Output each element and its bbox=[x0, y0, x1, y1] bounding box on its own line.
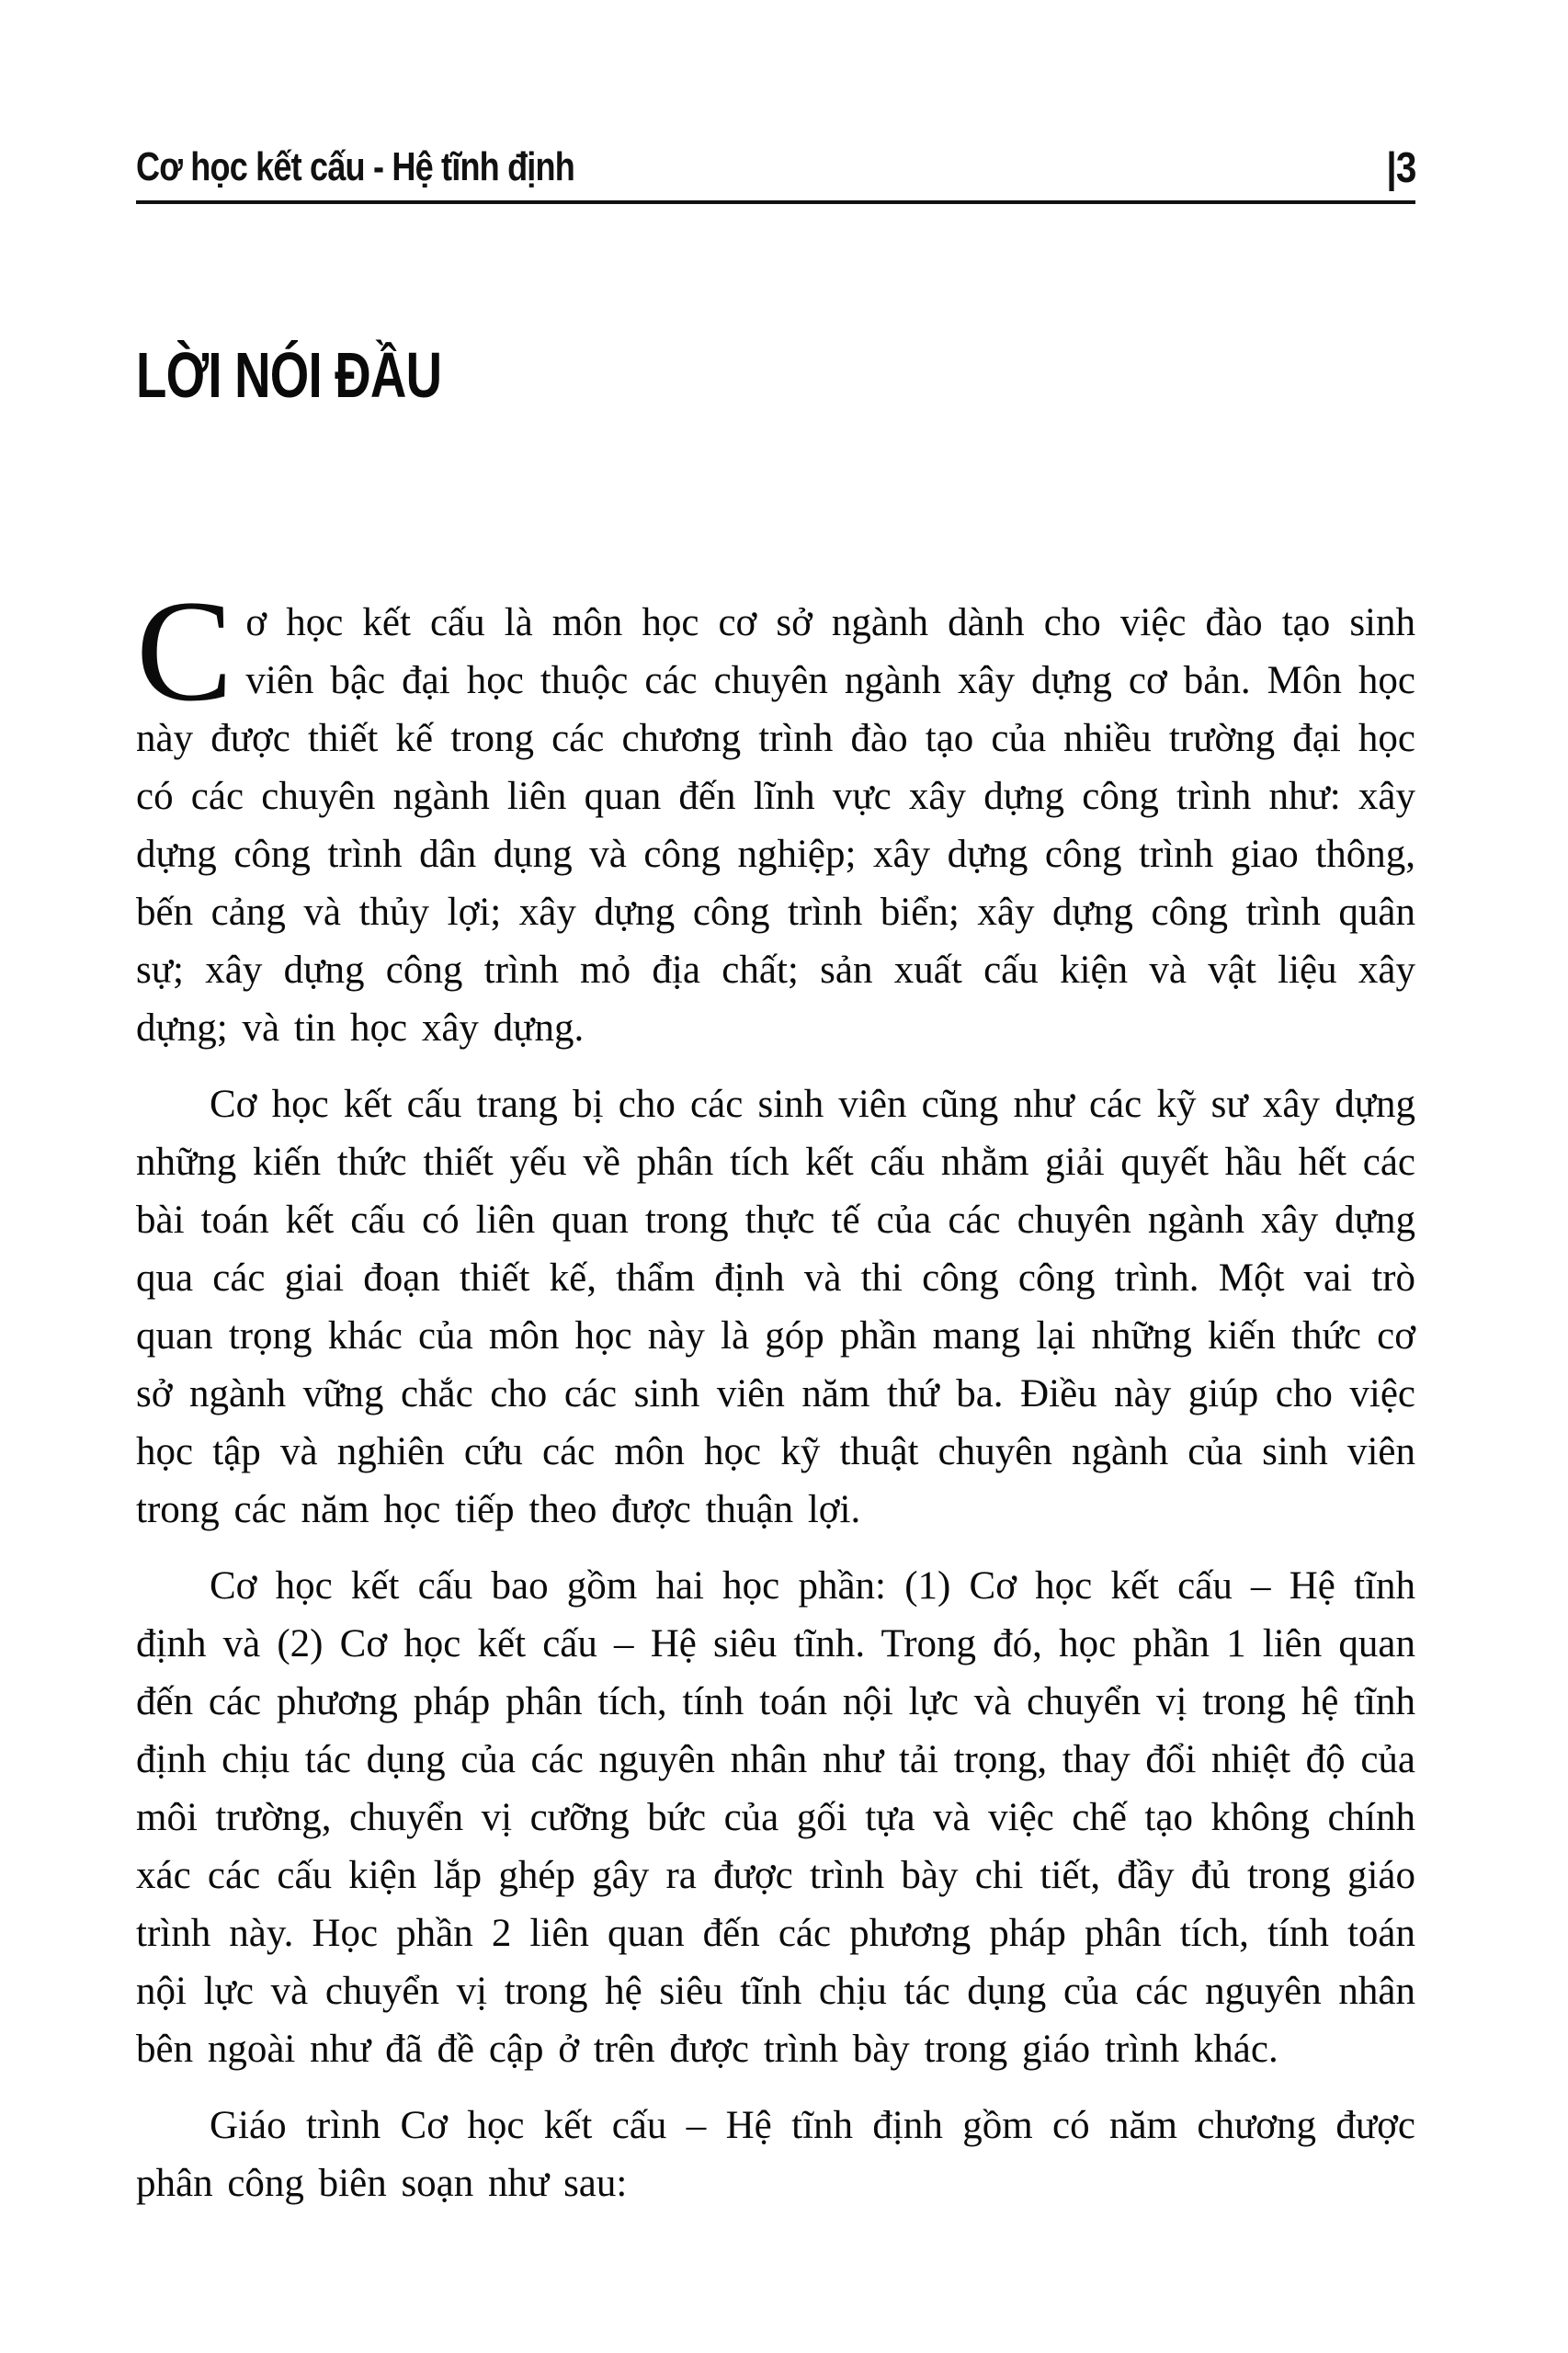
running-title: Cơ học kết cấu - Hệ tĩnh định bbox=[136, 144, 574, 189]
chapter-title bbox=[136, 338, 1415, 412]
page-number: |3 bbox=[1385, 143, 1415, 191]
paragraph-3: Cơ học kết cấu bao gồm hai học phần: (1) Cơ học kết cấu – Hệ tĩnh định và (2) Cơ học kết cấu – Hệ siêu tĩnh. Trong đó, học phần 1 liên quan đến các phương pháp phân tích, tính toán nội lực và chuyển vị trong hệ tĩnh định chịu tác dụng của các nguyên nhân như tải trọng, thay đổi nhiệt độ của môi trường, chuyển vị cưỡng bức của gối tựa và việc chế tạo không chính xác các cấu kiện lắp ghép gây ra được trình bày chi tiết, đầy đủ trong giáo trình này. Học phần 2 liên quan đến các phương pháp phân tích, tính toán nội lực và chuyển vị trong hệ siêu tĩnh chịu tác dụng của các nguyên nhân bên ngoài như đã đề cập ở trên được trình bày trong giáo trình khác. bbox=[136, 1564, 1415, 2071]
paragraph-2: Cơ học kết cấu trang bị cho các sinh viên cũng như các kỹ sư xây dựng những kiến thức thiết yếu về phân tích kết cấu nhằm giải quyết hầu hết các bài toán kết cấu có liên quan trong thực tế của các chuyên ngành xây dựng qua các giai đoạn thiết kế, thẩm định và thi công công trình. Một vai trò quan trọng khác của môn học này là góp phần mang lại những kiến thức cơ sở ngành vững chắc cho các sinh viên năm thứ ba. Điều này giúp cho việc học tập và nghiên cứu các môn học kỹ thuật chuyên ngành của sinh viên trong các năm học tiếp theo được thuận lợi. bbox=[136, 1083, 1415, 1531]
paragraph-1 bbox=[136, 571, 1415, 1057]
preface-content bbox=[136, 571, 1415, 2212]
paragraph-4: Giáo trình Cơ học kết cấu – Hệ tĩnh định gồm có năm chương được phân công biên soạn như sau: bbox=[136, 2104, 1415, 2205]
page-header bbox=[136, 145, 1415, 204]
drop-cap: C bbox=[136, 571, 233, 732]
chapter-title-text: LỜI NÓI ĐẦU bbox=[136, 339, 442, 411]
paragraph-1-text: ơ học kết cấu là môn học cơ sở ngành dành cho việc đào tạo sinh viên bậc đại học thuộc các chuyên ngành xây dựng cơ bản. Môn học này được thiết kế trong các chương trình đào tạo của nhiều trường đại học có các chuyên ngành liên quan đến lĩnh vực xây dựng công trình như: xây dựng công trình dân dụng và công nghiệp; xây dựng công trình giao thông, bến cảng và thủy lợi; xây dựng công trình biển; xây dựng công trình quân sự; xây dựng công trình mỏ địa chất; sản xuất cấu kiện và vật liệu xây dựng; và tin học xây dựng. bbox=[136, 601, 1415, 1050]
